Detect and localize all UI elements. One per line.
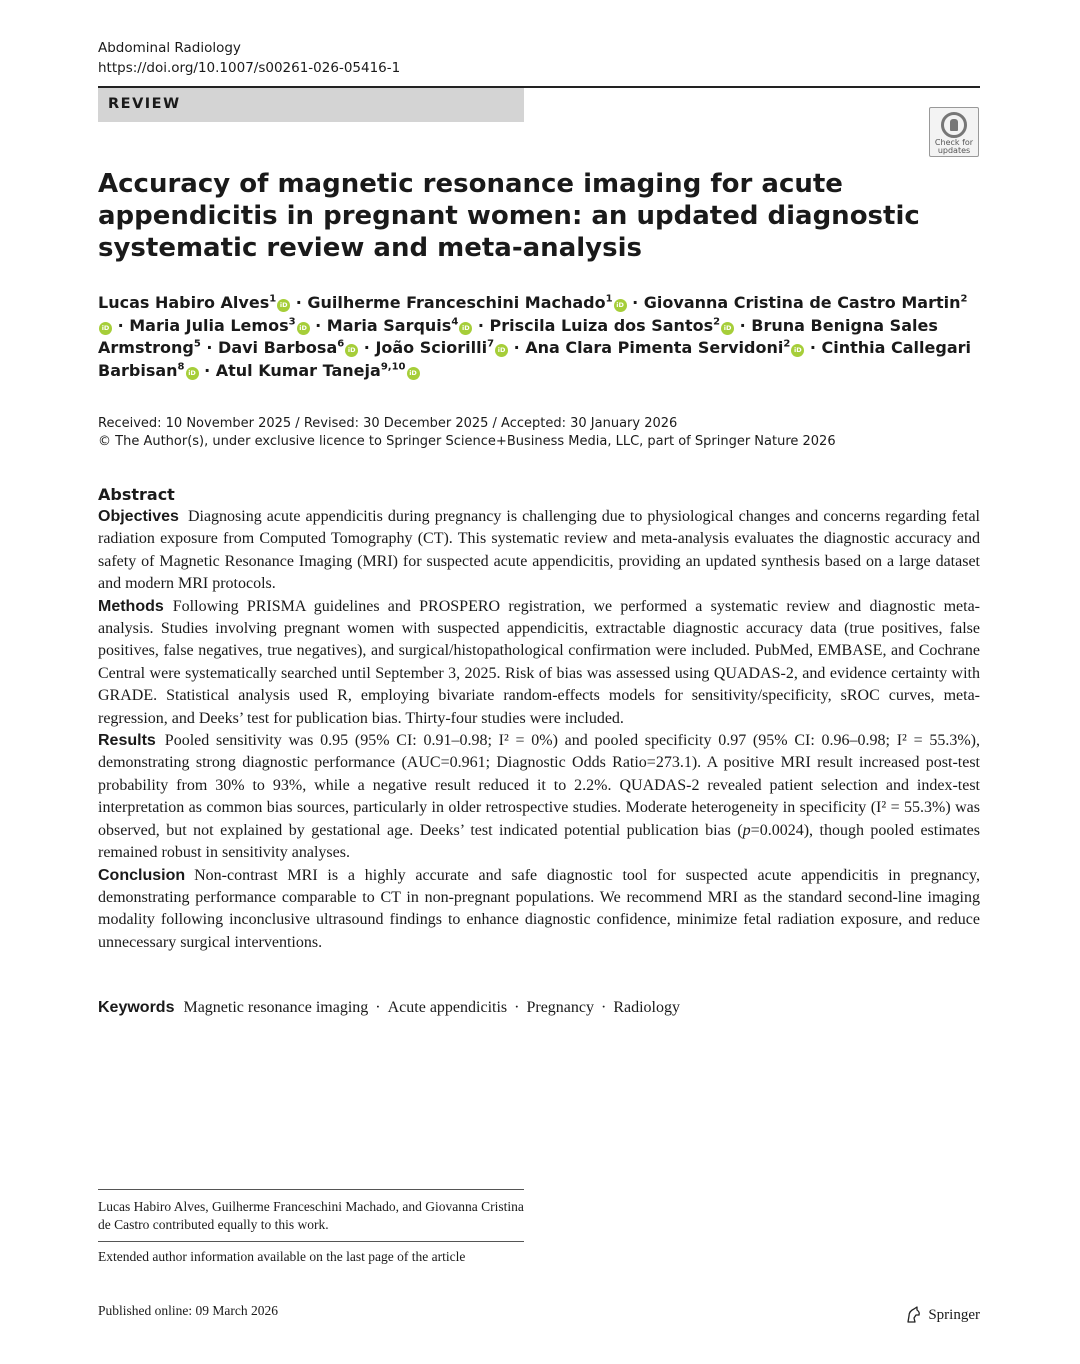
author: Bruna Benigna Sales Armstrong$^5$ · bbox=[98, 315, 938, 358]
abstract-results bbox=[98, 730, 980, 864]
methods-label: Methods bbox=[98, 597, 164, 615]
orcid-icon[interactable]: iD bbox=[495, 344, 508, 357]
author-affiliation: 4 bbox=[451, 316, 459, 328]
author-name: Ana Clara Pimenta Servidoni bbox=[525, 338, 784, 358]
author-affiliation: 2 bbox=[783, 339, 791, 351]
equal-contribution-note: Lucas Habiro Alves, Guilherme Franceschini Machado, and Giovanna Cristina de Castro contributed equally to this work. bbox=[98, 1199, 524, 1232]
article-type: REVIEW bbox=[108, 96, 181, 112]
publisher-name: Springer bbox=[928, 1307, 980, 1323]
results-label: Results bbox=[98, 732, 156, 750]
abstract-section bbox=[98, 484, 980, 954]
objectives-label: Objectives bbox=[98, 508, 179, 525]
author-name: Guilherme Franceschini Machado bbox=[307, 293, 606, 312]
author: Cinthia Callegari Barbisan$^8$iD · bbox=[98, 338, 971, 381]
author-name: Maria Julia Lemos bbox=[129, 315, 289, 335]
author-name: Davi Barbosa bbox=[218, 338, 338, 358]
footnote-rule bbox=[98, 1241, 524, 1242]
keyword: Pregnancy bbox=[526, 999, 594, 1016]
author: Lucas Habiro Alves$^1$iD · bbox=[98, 293, 308, 312]
author-affiliation: 5 bbox=[193, 339, 201, 351]
keyword: Radiology bbox=[613, 999, 680, 1016]
orcid-icon[interactable]: iD bbox=[345, 344, 358, 357]
author: Guilherme Franceschini Machado$^1$iD · bbox=[307, 293, 644, 312]
orcid-icon[interactable]: iD bbox=[407, 367, 420, 380]
keyword: Magnetic resonance imaging bbox=[183, 999, 369, 1016]
publisher-logo bbox=[905, 1305, 980, 1325]
journal-header bbox=[98, 38, 400, 78]
conclusion-label: Conclusion bbox=[98, 866, 186, 884]
abstract-objectives bbox=[98, 506, 980, 596]
article-title: Accuracy of magnetic resonance imaging for acute appendicitis in pregnant women: an updated diagnostic systematic review and meta-analysis bbox=[98, 169, 920, 263]
objectives-text: Diagnosing acute appendicitis during pregnancy is challenging due to physiological changes and concerns regarding fetal radiation exposure from Computed Tomography (CT). This systematic review and meta-analysis evaluates the diagnostic accuracy and safety of Magnetic Resonance Imaging (MRI) for suspected acute appendicitis, providing an updated synthesis based on a large dataset and modern MRI protocols. bbox=[98, 508, 980, 593]
conclusion-text: Non-contrast MRI is a highly accurate and safe diagnostic tool for suspected acute appendicitis in pregnancy, demonstrating performance comparable to CT in non-pregnant populations. We recommend MRI as the standard second-line imaging modality following inconclusive ultrasound findings to enhance diagnostic confidence, minimize fetal radiation exposure, and reduce unnecessary surgical interventions. bbox=[98, 866, 980, 951]
author: João Sciorilli$^7$iD · bbox=[375, 338, 526, 358]
author-affiliation: 7 bbox=[487, 339, 495, 351]
author-name: Bruna Benigna Sales Armstrong bbox=[98, 315, 938, 358]
author-affiliation: 1 bbox=[269, 293, 277, 305]
author-affiliation: 2 bbox=[713, 316, 721, 328]
author bbox=[216, 361, 420, 380]
author-name: Atul Kumar Taneja bbox=[215, 361, 381, 381]
extended-info-note: Extended author information available on the last page of the article bbox=[98, 1249, 466, 1264]
results-text: Pooled sensitivity was 0.95 (95% CI: 0.91–0.98; I² = 0%) and pooled specificity 0.97 (95% CI: 0.96–0.98; I² = 55.3%), demonstrating strong diagnostic performance (AUC=0.961; Diagnostic Odds Ratio=273.1). A positive MRI result increased post-test probability from 30% to 93%, while a negative result reduced it to 2.2%. QUADAS-2 revealed patient selection and index-test interpretation as common bias sources, particularly in older retrospective studies. Moderate heterogeneity in specificity (I² = 55.3%) was observed, but not explained by gestational age. Deeks’ test indicated potential publication bias (p=0.0024), though pooled estimates remained robust in sensitivity analyses. bbox=[98, 732, 980, 862]
check-updates-label: Check for updates bbox=[934, 138, 974, 155]
keywords bbox=[98, 997, 680, 1019]
springer-horse-icon bbox=[905, 1306, 923, 1324]
author: Ana Clara Pimenta Servidoni$^2$iD · bbox=[525, 338, 822, 358]
author-name: Cinthia Callegari Barbisan bbox=[98, 338, 971, 381]
history-dates: Received: 10 November 2025 / Revised: 30 December 2025 / Accepted: 30 January 2026 bbox=[98, 416, 678, 431]
copyright-notice: © The Author(s), under exclusive licence to Springer Science+Business Media, LLC, part of Springer Nature 2026 bbox=[98, 434, 836, 449]
author-affiliation: 1 bbox=[605, 293, 613, 305]
author-affiliation: 8 bbox=[177, 361, 185, 373]
article-type-bar bbox=[98, 88, 524, 122]
orcid-icon[interactable]: iD bbox=[186, 367, 199, 380]
abstract-conclusion bbox=[98, 865, 980, 955]
author-name: Maria Sarquis bbox=[326, 315, 452, 335]
journal-name: Abdominal Radiology bbox=[98, 40, 241, 56]
orcid-icon[interactable]: iD bbox=[791, 344, 804, 357]
author-affiliation: 9,10 bbox=[380, 361, 406, 373]
author-affiliation: 3 bbox=[288, 316, 296, 328]
author: Maria Julia Lemos$^3$iD · bbox=[129, 315, 327, 335]
author-affiliation: 2 bbox=[960, 293, 968, 305]
orcid-icon[interactable]: iD bbox=[99, 322, 112, 335]
author-name: Priscila Luiza dos Santos bbox=[489, 315, 714, 335]
footnote-rule bbox=[98, 1189, 524, 1190]
doi-link[interactable]: https://doi.org/10.1007/s00261-026-05416-1 bbox=[98, 60, 401, 76]
author-name: Lucas Habiro Alves bbox=[98, 293, 270, 312]
keywords-label: Keywords bbox=[98, 999, 175, 1016]
keywords-items: Magnetic resonance imaging · Acute appendicitis · Pregnancy · Radiology bbox=[183, 999, 680, 1016]
keyword: Acute appendicitis bbox=[387, 999, 508, 1016]
author-list bbox=[98, 292, 980, 383]
check-for-updates-badge[interactable] bbox=[929, 107, 979, 157]
author-name: João Sciorilli bbox=[375, 338, 488, 358]
author-name: Giovanna Cristina de Castro Martin bbox=[643, 293, 961, 312]
orcid-icon[interactable]: iD bbox=[297, 322, 310, 335]
article-dates bbox=[98, 415, 836, 451]
abstract-heading: Abstract bbox=[98, 485, 175, 504]
author: Giovanna Cristina de Castro Martin$^2$iD · bbox=[98, 293, 967, 335]
orcid-icon[interactable]: iD bbox=[614, 299, 627, 312]
author: Maria Sarquis$^4$iD · bbox=[326, 315, 490, 335]
check-updates-icon bbox=[941, 112, 967, 138]
author-affiliation: 6 bbox=[337, 339, 345, 351]
orcid-icon[interactable]: iD bbox=[721, 322, 734, 335]
author: Priscila Luiza dos Santos$^2$iD · bbox=[489, 315, 752, 335]
orcid-icon[interactable]: iD bbox=[277, 299, 290, 312]
published-date: Published online: 09 March 2026 bbox=[98, 1303, 278, 1318]
methods-text: Following PRISMA guidelines and PROSPERO registration, we performed a systematic review and diagnostic meta-analysis. Studies involving pregnant women with suspected appendicitis, extractable diagnostic accuracy data (true positives, false positives, false negatives, true negatives), and surgical/histopathological confirmation were included. PubMed, EMBASE, and Cochrane Central were systematically searched until September 3, 2025. Risk of bias was assessed using QUADAS-2, and evidence certainty with GRADE. Statistical analysis used R, employing bivariate random-effects models for sensitivity/specificity, sROC curves, meta-regression, and Deeks’ test for publication bias. Thirty-four studies were included. bbox=[98, 597, 980, 727]
orcid-icon[interactable]: iD bbox=[459, 322, 472, 335]
abstract-methods bbox=[98, 596, 980, 730]
author: Davi Barbosa$^6$iD · bbox=[218, 338, 376, 358]
